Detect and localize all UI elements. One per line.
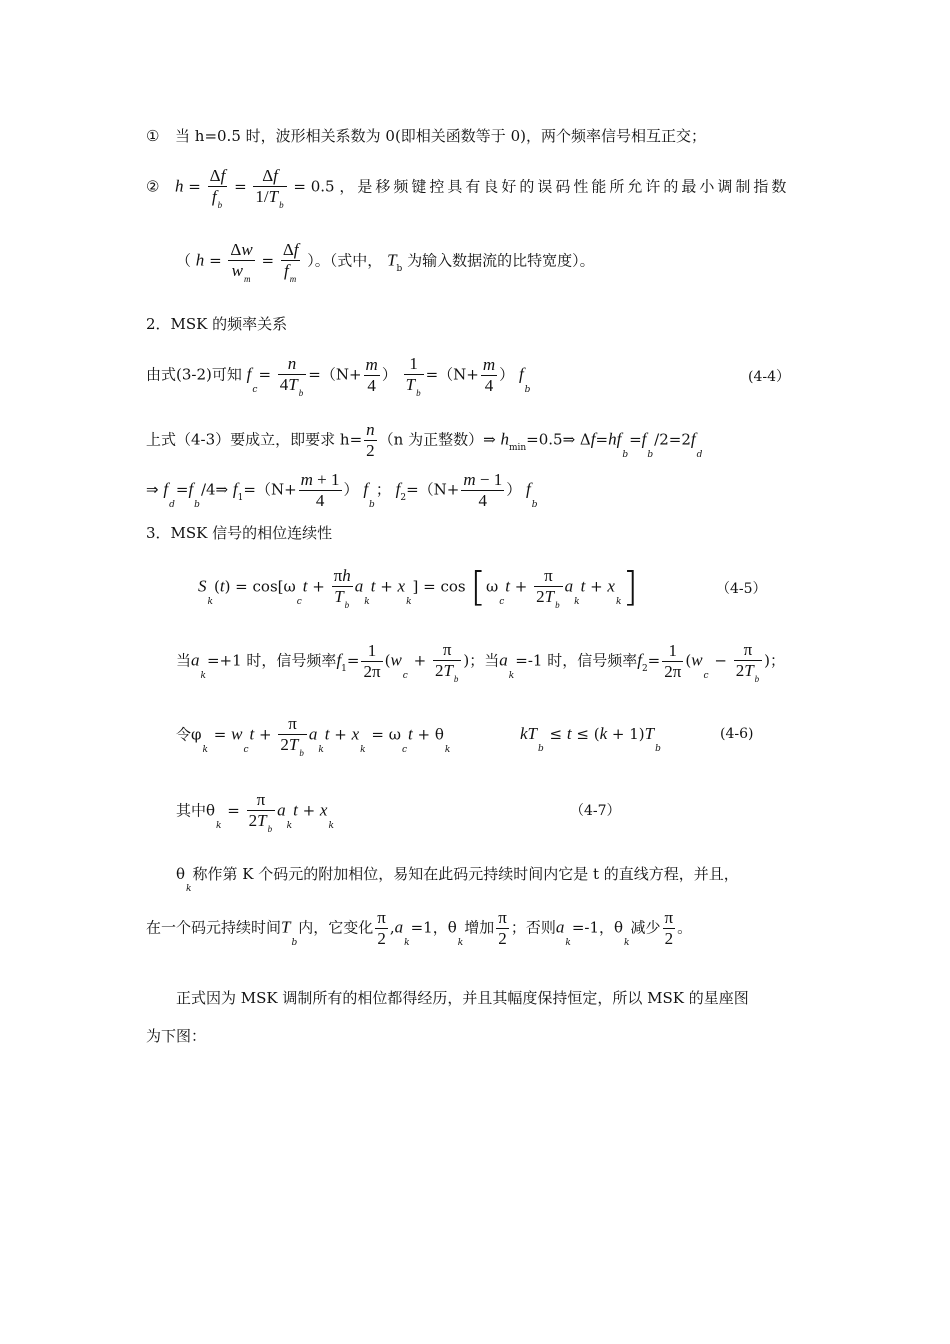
item-1-text: 当 h=0.5 时，波形相关系数为 0(即相关函数等于 0)，两个频率信号相互正交； [175, 127, 706, 145]
paragraph-2-line-2: 为下图： [146, 1027, 207, 1045]
equation-4-4: 由式(3-2)可知 $f_c=$ $\frac{n}{4T_b}$ =（N+ $\frac{m}{4}$ ） $\frac{1}{T_b}$ =（N+ $\frac{m}{4}$ ） $f_b$ [146, 354, 531, 398]
fraction-df-fm: $\frac{\Delta f}{f_m}$ [282, 240, 299, 284]
equation-number-4-5: （4-5） [716, 581, 767, 597]
paragraph-1-line-1: $\theta_k$称作第 K 个码元的附加相位，易知在此码元持续时间内它是 t 的直线方程，并且， [176, 865, 739, 894]
equation-number-4-6: (4-6) [720, 726, 754, 742]
equation-4-6: 令$\varphi_k = w_ct$ + $\frac{\pi}{2T_b}$ $a_kt + x_k = \omega_ct + \theta_k$ [176, 714, 451, 758]
paragraph-2-line-1: 正式因为 MSK 调制所有的相位都得经历，并且其幅度保持恒定，所以 MSK 的星座图 [176, 989, 749, 1007]
equation-number-4-7: （4-7） [570, 803, 621, 819]
paragraph-1-line-2: 在一个码元持续时间$T_b$内，它变化 $\frac{\pi}{2}$ $,a_k=1$，$\theta_k$增加 $\frac{\pi}{2}$ ；否则$a_k=-1$，$\theta_k$减少 $\frac{\pi}{2}$ 。 [146, 908, 693, 948]
tb-description: 为输入数据流的比特宽度）。 [407, 251, 595, 270]
circled-marker-2: ② [146, 177, 160, 196]
equation-4-5: $S_k(t) = \cos[\omega_ct$ + $\frac{\pi h}{T_b}$ $a_kt + x_k] = \cos [\omega_ct$ + $\frac{\pi}{2T_b}$ $a_kt + x_k$] [198, 564, 639, 611]
condition-line: 上式（4-3）要成立，即要求 h= $\frac{n}{2}$ （n 为正整数）⇒ $h_{min}=0.5\Rightarrow$ $\Delta f=hf_b=f_b/2=2f_d$ [146, 420, 703, 460]
equation-4-7: 其中$\theta_k$ = $\frac{\pi}{2T_b}$ $a_kt + x_k$ [176, 790, 334, 834]
signal-frequency-line: 当$a_k=+1$ 时，信号频率$f_1=$ $\frac{1}{2\pi}$ ($w_c$ + $\frac{\pi}{2T_b}$ )；当$a_k=-1$ 时，信号频率$f_2=$ $\frac{1}{2\pi}$ ($w_c$ − $\frac{\pi}{2T_b}$ )； [176, 640, 786, 684]
item-2-continuation: （ h = $\frac{\Delta w}{w_m}$ = $\frac{\Delta f}{f_m}$ ）。（式中， $T_b$ 为输入数据流的比特宽度）。 [176, 240, 595, 284]
section-heading-3: 3．MSK 信号的相位连续性 [146, 524, 333, 542]
item-2-value: = 0.5 [293, 177, 335, 196]
item-2-text: ，是移频键控具有良好的误码性能所允许的最小调制指数 [339, 177, 790, 196]
fd-relation-line: ⇒ $f_d=f_b/4\Rightarrow$ $f_1=(N+$ $\frac{m + 1}{4}$ ） $f_b$； $f_2=(N+$ $\frac{m - 1}{4}$ ） $f_b$ [146, 470, 538, 510]
fraction-dw-wm: $\frac{\Delta w}{w_m}$ [230, 240, 253, 284]
section-heading-2: 2．MSK 的频率关系 [146, 315, 288, 333]
list-item-2: ② h = $\frac{\Delta f}{f_b}$ = $\frac{\Delta f}{1/T_b}$ = 0.5 ，是移频键控具有良好的误码性能所允许的最小调制指数 [146, 166, 790, 210]
circled-marker-1: ① [146, 127, 160, 145]
time-interval: $kT_b \le t \le (k + 1)T_b$ [520, 724, 661, 754]
fraction-df-1tb: $\frac{\Delta f}{1/T_b}$ [253, 166, 286, 209]
list-item-1 [146, 126, 706, 146]
equation-number-4-4: (4-4） [748, 369, 791, 385]
fraction-df-fb: $\frac{\Delta f}{f_b}$ [209, 166, 226, 210]
